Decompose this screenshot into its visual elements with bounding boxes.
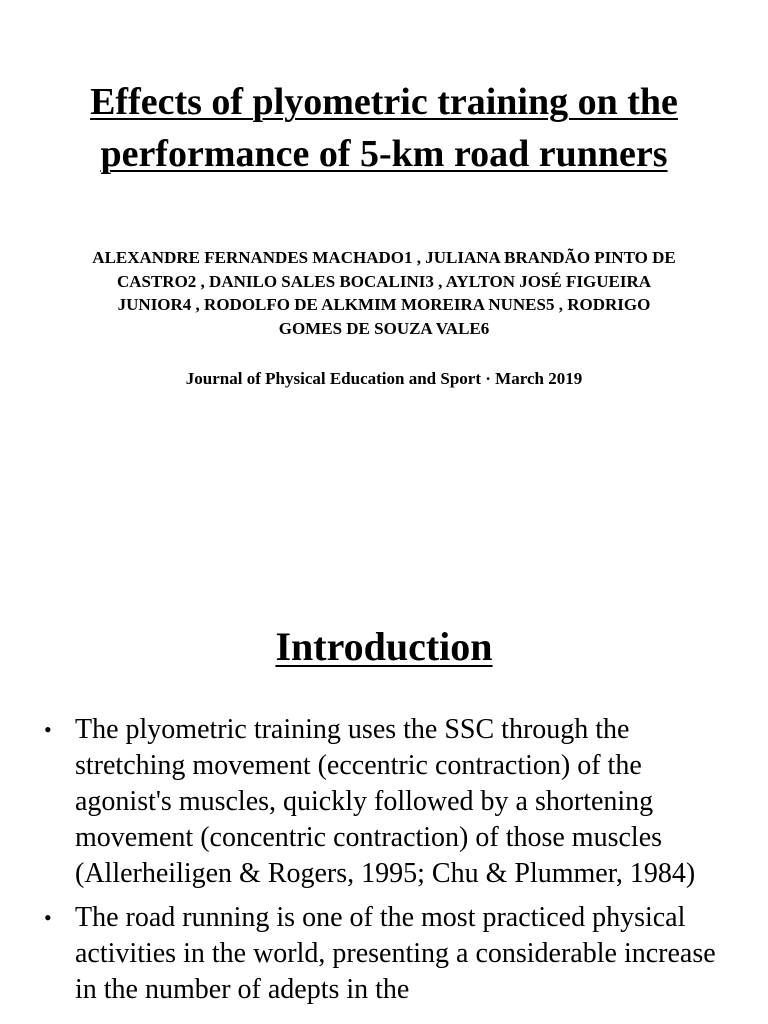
bullet-text: The road running is one of the most practiced physical activities in the world, presenting a considerable increase in the number of adepts in the bbox=[75, 902, 716, 1005]
section-heading: Introduction bbox=[275, 624, 493, 669]
bullet-marker-icon: • bbox=[44, 717, 52, 742]
introduction-slide bbox=[0, 600, 768, 1024]
author-list: ALEXANDRE FERNANDES MACHADO1 , JULIANA BRANDÃO PINTO DE CASTRO2 , DANILO SALES BOCALINI3 , AYLTON JOSÉ FIGUEIRA JUNIOR4 , RODOLFO DE ALKMIM MOREIRA NUNES5 , RODRIGO GOMES DE SOUZA VALE6 bbox=[92, 248, 676, 338]
paper-title: Effects of plyometric training on the performance of 5-km road runners bbox=[90, 81, 678, 175]
bullet-text: The plyometric training uses the SSC through the stretching movement (eccentric contraction) of the agonist's muscles, quickly followed by a shortening movement (concentric contraction) of those muscles (Allerheiligen & Rogers, 1995; Chu & Plummer, 1984) bbox=[75, 714, 696, 889]
bullet-marker-icon: • bbox=[44, 905, 52, 930]
bullet-list bbox=[0, 712, 768, 1016]
bullet-item-road-running bbox=[0, 900, 768, 1008]
journal-citation: Journal of Physical Education and Sport · March 2019 bbox=[185, 369, 583, 388]
bullet-item-plyometric bbox=[0, 712, 768, 892]
